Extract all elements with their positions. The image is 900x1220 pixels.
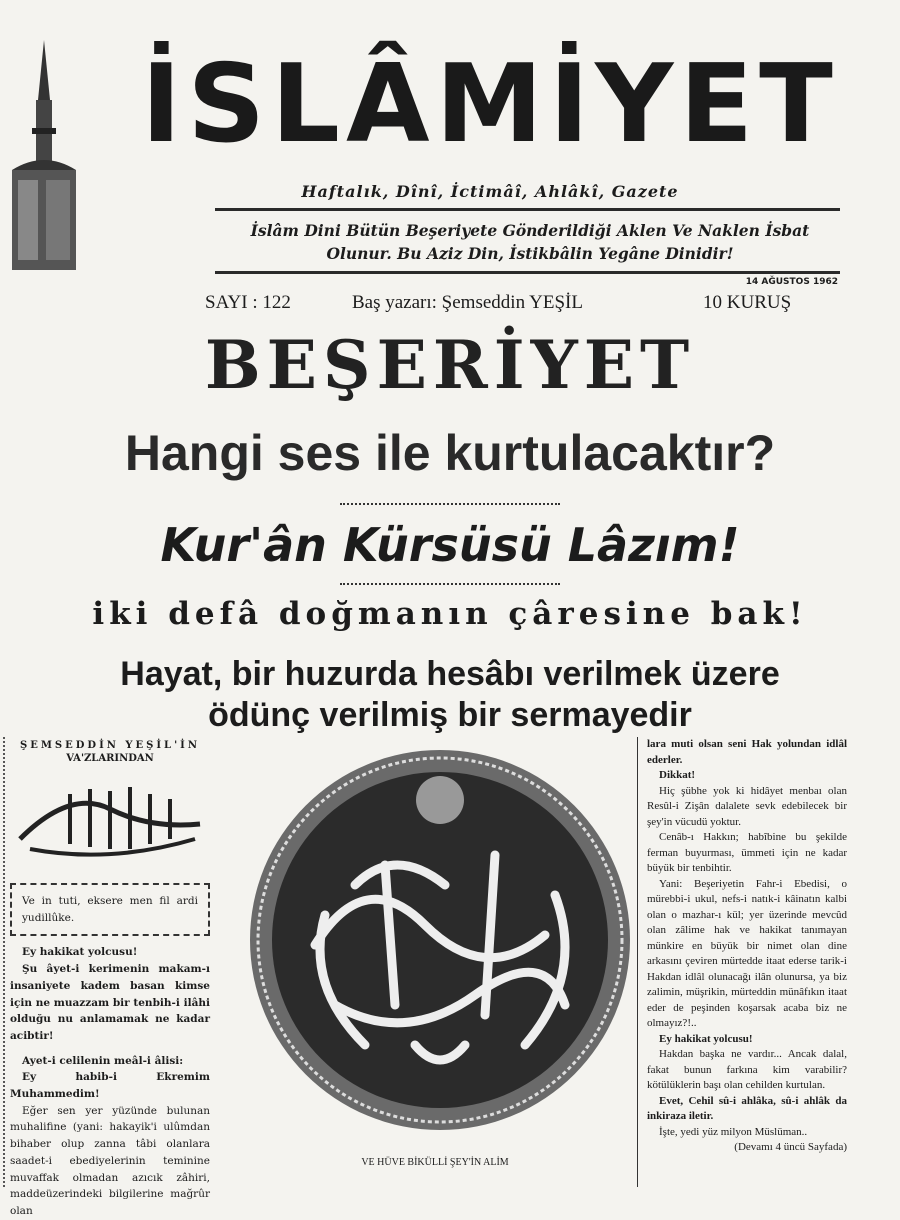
right-column [647,737,847,1156]
price: 10 KURUŞ [703,292,792,313]
paragraph: Ey hakikat yolcusu! [22,946,138,959]
paragraph: Eğer sen yer yüzünde bulunan muhalifine (yani: hakayik'i ulûmdan bihaber olup zanna tâbi olanlara saadet-i ebediyelerinin teminine muvaffak olmadan azıcık zâhiri, maddeüzerindeki bilgilerine mağrûr olan [10,1104,210,1217]
paragraph: İşte, yedi yüz milyon Müslüman.. [659,1125,808,1138]
paragraph: Ey habib-i Ekremim Muhammedim! [10,1071,210,1101]
paragraph: Dikkat! [659,769,696,781]
editor-credit: Baş yazarı: Şemseddin YEŞİL [352,292,583,313]
divider [215,271,840,274]
image-caption: VE HÜVE BİKÜLLİ ŞEY'İN ALİM [361,1157,509,1168]
motto-line-2: Olunur. Bu Aziz Din, İstikbâlin Yegâne Dinidir! [326,244,734,263]
left-column [10,739,210,1220]
continued-note: (Devamı 4 üncü Sayfada) [734,1141,847,1153]
paragraph: lara muti olsan seni Hak yolundan idlâl ederler. [647,738,847,766]
calligraphy-medallion-icon [245,745,635,1145]
paragraph: Hiç şübhe yok ki hidâyet menbaı olan Resûl-i Zişân dalalete sevk edebilecek bir şey'in vücudü yoktur. [647,784,847,828]
motto-line-1: İslâm Dini Bütün Beşeriyete Gönderildiği Aklen Ve Naklen İsbat [250,221,810,240]
paragraph: Ey hakikat yolcusu! [659,1032,753,1045]
paragraph: Şu âyet-i kerimenin makam-ı insaniyete kadem basan kimse için ne muazzam bir tenbih-i ilâhi olduğu nu anlamamak ne kadar acibtir! [10,963,210,1042]
headline-question: Hangi ses ile kurtulacaktır? [124,425,776,481]
paragraph: Ayet-i celilenin meâl-i âlisi: [22,1054,184,1067]
headline-hayat-line2: ödünç verilmiş bir sermayedir [208,696,692,734]
issue-date: 14 AĞUSTOS 1962 [745,277,838,287]
divider [215,208,840,211]
paragraph: Yani: Beşeriyetin Fahr-i Ebedisi, o mürebbi-i ukul, nefs-i natık-i kâinatın kalbi olan o mazhar-ı kül; yer üzerinde mevcûd olan zâlime hak ve hakikat tanımayan münkire en büyük bir nimet olan dine arkasını çeviren mürtedde itaat ederse tarik-i Hakdan idlâl olunacağı ilân olunursa, ya biz zalimin, müşrikin, mürteddin münâfıkın itaat eder de peşinden koşarsak acaba biz ne olmayız?!.. [647,877,847,1029]
wavy-divider [340,503,560,511]
paragraph: Cenâb-ı Hakkın; habîbine bu şekilde ferman buyurması, ümmeti için ne kadar büyük bir tenbihtir. [647,831,847,874]
paragraph: Hakdan başka ne vardır... Ancak dalal, fakat bunun farkına kim varabilir? kötülüklerin başı olan cehilden kurtulan. [647,1048,847,1091]
column-heading: ŞEMSEDDİN YEŞİL'İN [20,740,200,751]
minaret-icon [8,40,80,275]
paragraph: Evet, Cehil sû-i ahlâka, sû-i ahlâk da inkiraza iletir. [647,1094,847,1122]
headline-main: BEŞERİYET [204,326,696,404]
headline-iki-defa: iki defâ doğmanın çâresine bak! [92,596,808,632]
quote-box [10,883,210,936]
bismillah-calligraphy-icon [10,769,210,869]
column-rule [637,737,639,1187]
headline-hayat-line1: Hayat, bir huzurda hesâbı verilmek üzere [120,655,780,693]
issue-number: SAYI : 122 [205,292,291,313]
headline-kuran: Kur'ân Kürsüsü Lâzım! [160,518,740,572]
column-rule [3,737,6,1187]
column-subheading: VA'ZLARINDAN [66,753,154,764]
masthead-motto [215,219,845,265]
boxed-quote: Ve in tuti, eksere men fil ardi yudillûke. [22,895,198,924]
masthead-title: İSLÂMİYET [141,42,839,167]
wavy-divider [340,583,560,591]
masthead-subtitle: Haftalık, Dînî, İctimâî, Ahlâkî, Gazete [301,182,679,201]
